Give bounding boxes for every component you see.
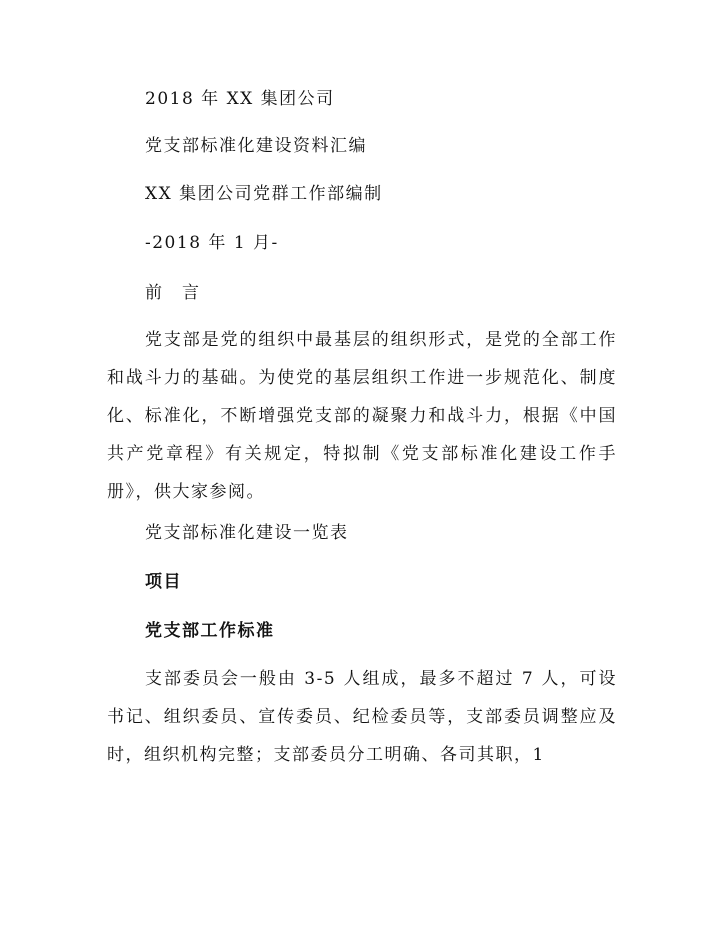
section-body: 支部委员会一般由 3-5 人组成，最多不超过 7 人，可设书记、组织委员、宣传委员、纪检委员等，支部委员调整应及时，组织机构完整；支部委员分工明确、各司其职，1 [107,669,617,765]
document-title: 党支部标准化建设资料汇编 [145,136,367,156]
year-company-line: 2018 年 XX 集团公司 [145,89,335,109]
item-heading: 项目 [145,572,182,592]
compiler-line: XX 集团公司党群工作部编制 [145,184,383,204]
date-line: -2018 年 1 月- [145,233,279,253]
table-title: 党支部标准化建设一览表 [145,523,349,543]
section-heading: 党支部工作标准 [145,621,275,641]
preface-heading: 前 言 [145,283,201,303]
preface-body: 党支部是党的组织中最基层的组织形式，是党的全部工作和战斗力的基础。为使党的基层组织工作进一步规范化、制度化、标准化，不断增强党支部的凝聚力和战斗力，根据《中国共产党章程》有关规定，特拟制《党支部标准化建设工作手册》，供大家参阅。 [107,330,617,502]
